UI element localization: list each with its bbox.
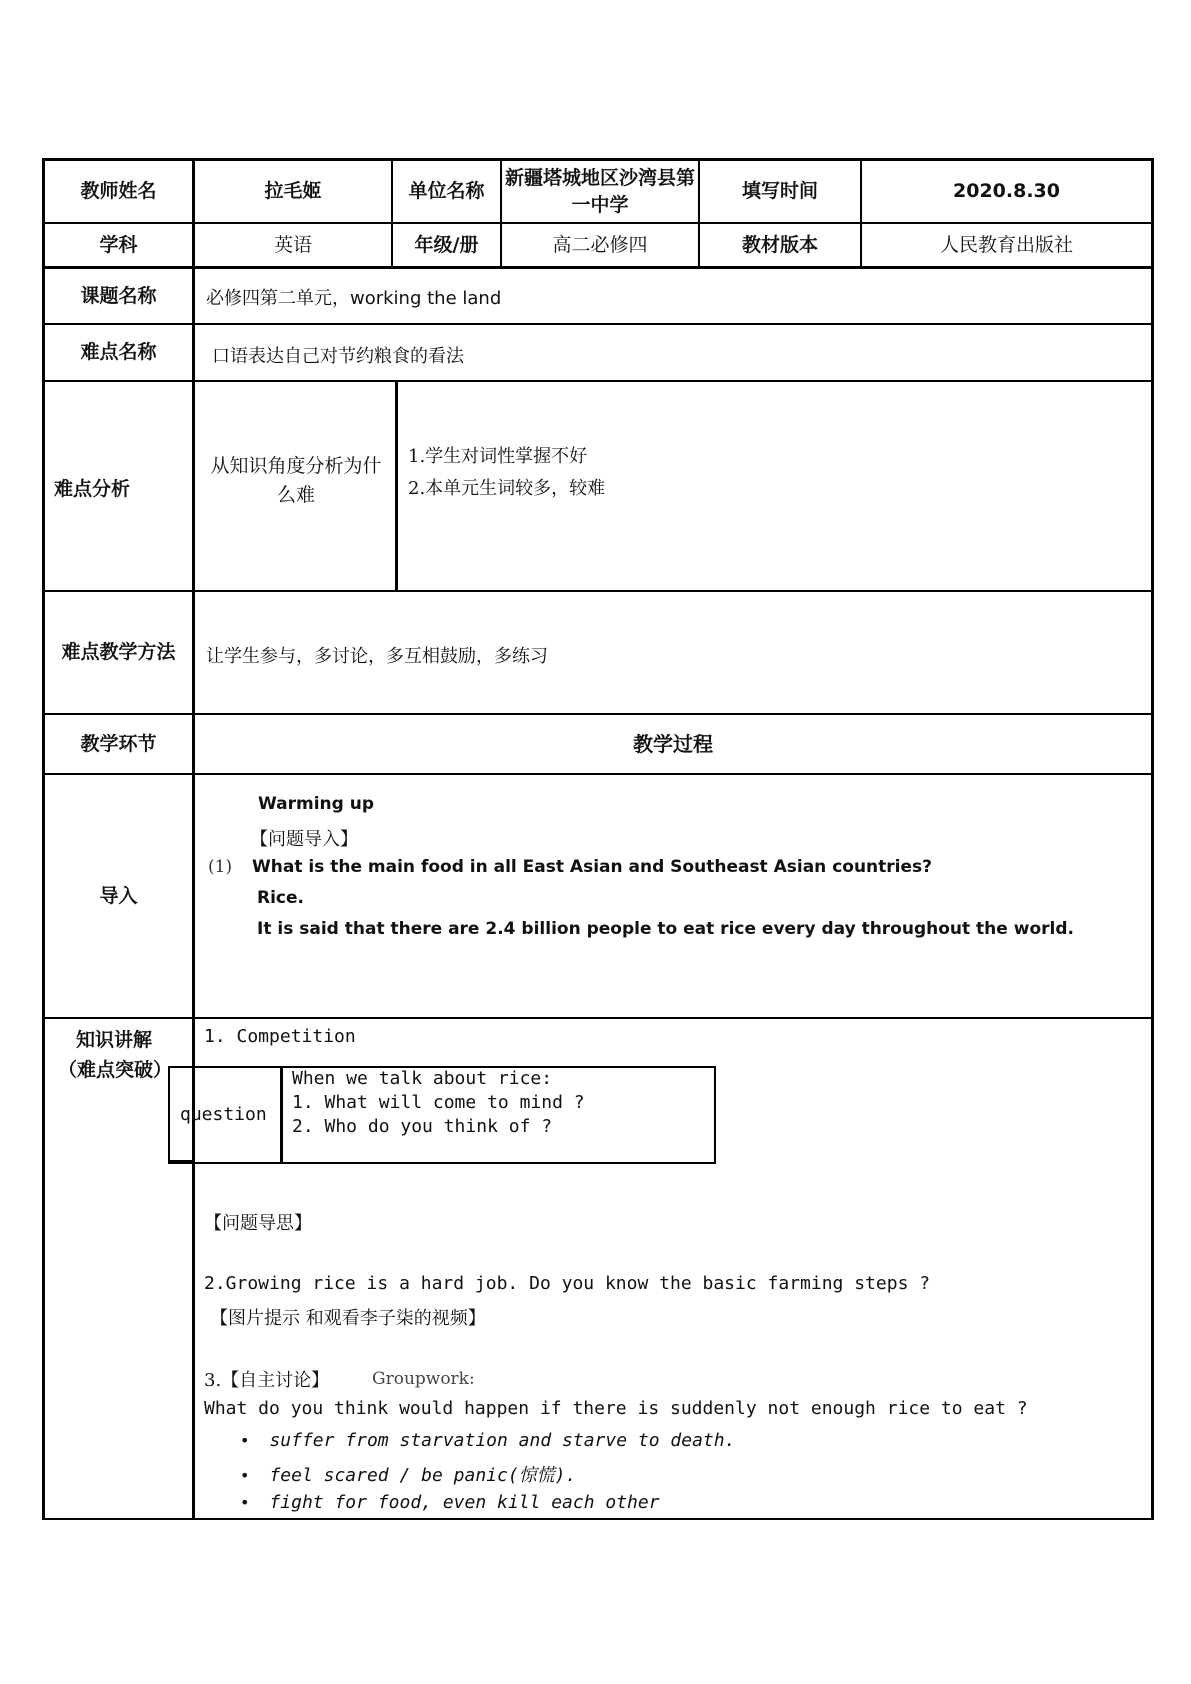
grade-label: 年级/册 [414, 233, 479, 256]
unit-name-label: 单位名称 [408, 180, 485, 203]
intro-question: What is the main food in all East Asian and Southeast Asian countries? [252, 857, 933, 877]
think-tag: 【问题导思】 [204, 1213, 312, 1234]
edition-label: 教材版本 [741, 233, 818, 256]
knowledge-sublabel: （难点突破） [58, 1059, 173, 1081]
fill-date-value: 2020.8.30 [953, 180, 1060, 203]
teacher-name-value: 拉毛姬 [264, 180, 322, 203]
analysis-sub-label: 从知识角度分析为什么难 [210, 455, 382, 507]
teacher-name-label: 教师姓名 [80, 180, 157, 203]
question-box-line: 1. What will come to mind ? [292, 1092, 585, 1113]
competition-item: 1. Competition [204, 1026, 356, 1047]
warming-up-title: Warming up [258, 794, 375, 814]
analysis-point: 1.学生对词性掌握不好 [408, 446, 588, 467]
question-number: (1) [208, 857, 233, 877]
topic-value: 必修四第二单元，working the land [206, 288, 502, 309]
method-value: 让学生参与，多讨论，多互相鼓励，多练习 [206, 646, 548, 667]
intro-label: 导入 [99, 884, 138, 907]
discussion-tag: 3.【自主讨论】 [204, 1370, 330, 1391]
method-label: 难点教学方法 [61, 641, 176, 664]
analysis-point: 2.本单元生词较多，较难 [408, 478, 606, 499]
discussion-question: What do you think would happen if there is suddenly not enough rice to eat ? [204, 1398, 1028, 1419]
answer-text: suffer from starvation and starve to death. [269, 1430, 736, 1451]
knowledge-label: 知识讲解 [76, 1029, 153, 1051]
answer-text: feel scared / be panic(惊慌). [269, 1465, 577, 1486]
intro-fact: It is said that there are 2.4 billion people to eat rice every day throughout the world. [257, 919, 1074, 939]
fill-date-label: 填写时间 [741, 180, 818, 203]
question-box-label: question [180, 1104, 267, 1125]
topic-label: 课题名称 [80, 284, 157, 307]
groupwork-label: Groupwork: [372, 1369, 475, 1389]
answer-bullet: • fight for food, even kill each other [240, 1492, 660, 1513]
answer-bullet: • feel scared / be panic(惊慌). [240, 1465, 577, 1486]
question-box-line: When we talk about rice: [292, 1068, 553, 1089]
question-intro-tag: 【问题导入】 [250, 829, 358, 850]
process-stage-label: 教学环节 [80, 732, 157, 755]
question-box-line: 2. Who do you think of ? [292, 1116, 553, 1137]
analysis-label: 难点分析 [54, 478, 131, 500]
difficulty-value: 口语表达自己对节约粮食的看法 [212, 346, 464, 367]
unit-name-value: 新疆塔城地区沙湾县第一中学 [505, 166, 696, 216]
difficulty-label: 难点名称 [80, 341, 157, 364]
answer-bullet: • suffer from starvation and starve to death. [240, 1430, 736, 1451]
subject-label: 学科 [99, 233, 138, 256]
farming-hint: 【图片提示 和观看李子柒的视频】 [210, 1308, 486, 1329]
process-title: 教学过程 [633, 732, 713, 756]
answer-text: fight for food, even kill each other [269, 1492, 660, 1513]
intro-answer: Rice. [257, 888, 304, 908]
farming-steps-item: 2.Growing rice is a hard job. Do you know the basic farming steps ? [204, 1273, 931, 1294]
edition-value: 人民教育出版社 [939, 233, 1073, 256]
grade-value: 高二必修四 [552, 233, 648, 256]
subject-value: 英语 [273, 233, 312, 256]
